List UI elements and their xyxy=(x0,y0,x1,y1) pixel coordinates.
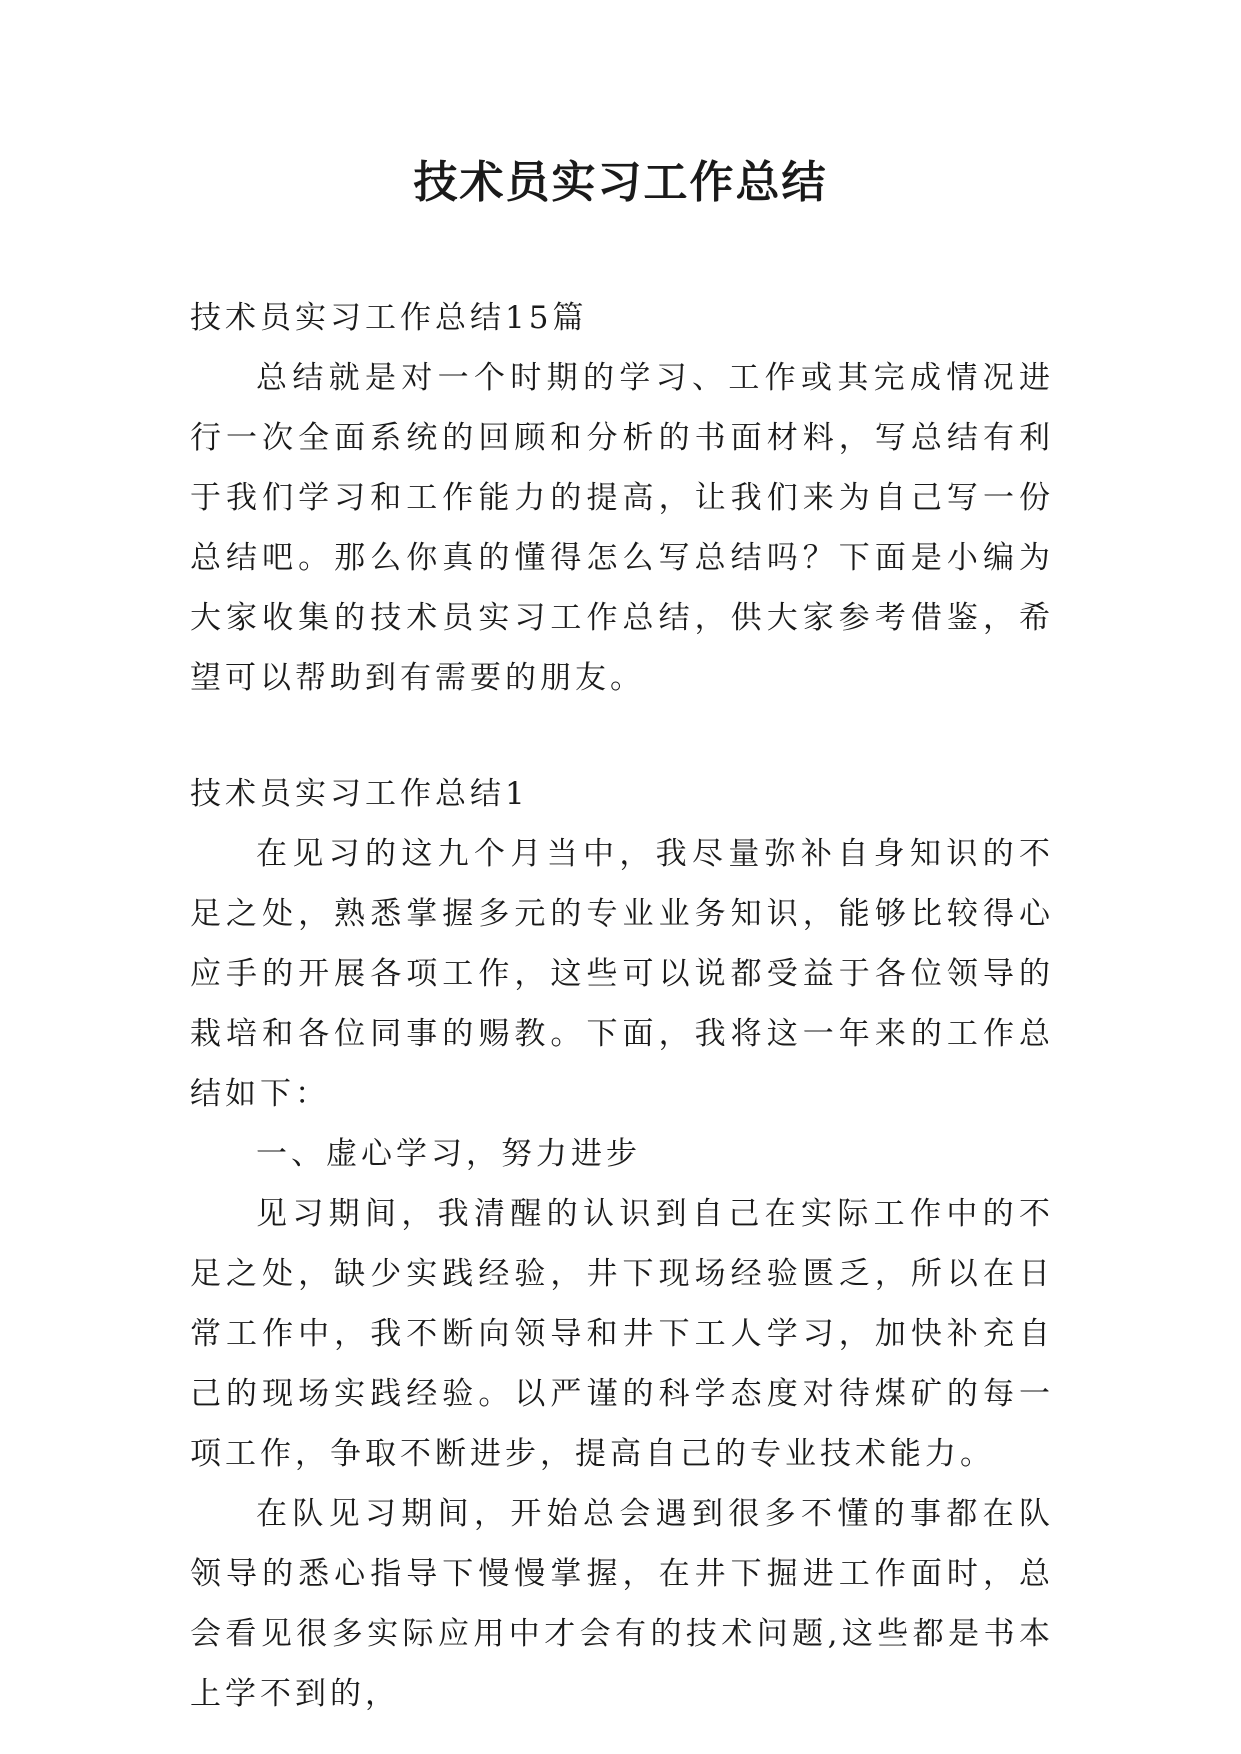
body-paragraph: 见习期间，我清醒的认识到自己在实际工作中的不足之处，缺少实践经验，井下现场经验匮乏，所以在日常工作中，我不断向领导和井下工人学习，加快补充自己的现场实践经验。以严谨的科学态度对待煤矿的每一项工作，争取不断进步，提高自己的专业技术能力。 xyxy=(190,1196,1054,1472)
subheading: 一、虚心学习，努力进步 xyxy=(256,1136,641,1172)
section-spacer xyxy=(190,708,1054,764)
body-paragraph: 在队见习期间，开始总会遇到很多不懂的事都在队领导的悉心指导下慢慢掌握，在井下掘进工作面时，总会看见很多实际应用中才会有的技术问题,这些都是书本上学不到的， xyxy=(190,1496,1054,1712)
body-paragraph: 在见习的这九个月当中，我尽量弥补自身知识的不足之处，熟悉掌握多元的专业业务知识，能够比较得心应手的开展各项工作，这些可以说都受益于各位领导的栽培和各位同事的赐教。下面，我将这一年来的工作总结如下： xyxy=(190,836,1054,1112)
intro-paragraph: 总结就是对一个时期的学习、工作或其完成情况进行一次全面系统的回顾和分析的书面材料，写总结有利于我们学习和工作能力的提高，让我们来为自己写一份总结吧。那么你真的懂得怎么写总结吗？下面是小编为大家收集的技术员实习工作总结，供大家参考借鉴，希望可以帮助到有需要的朋友。 xyxy=(190,360,1054,696)
document-subtitle: 技术员实习工作总结15篇 xyxy=(190,300,588,336)
section-heading: 技术员实习工作总结1 xyxy=(190,776,529,812)
document-body xyxy=(190,288,1054,1724)
document-title: 技术员实习工作总结 xyxy=(413,157,828,208)
